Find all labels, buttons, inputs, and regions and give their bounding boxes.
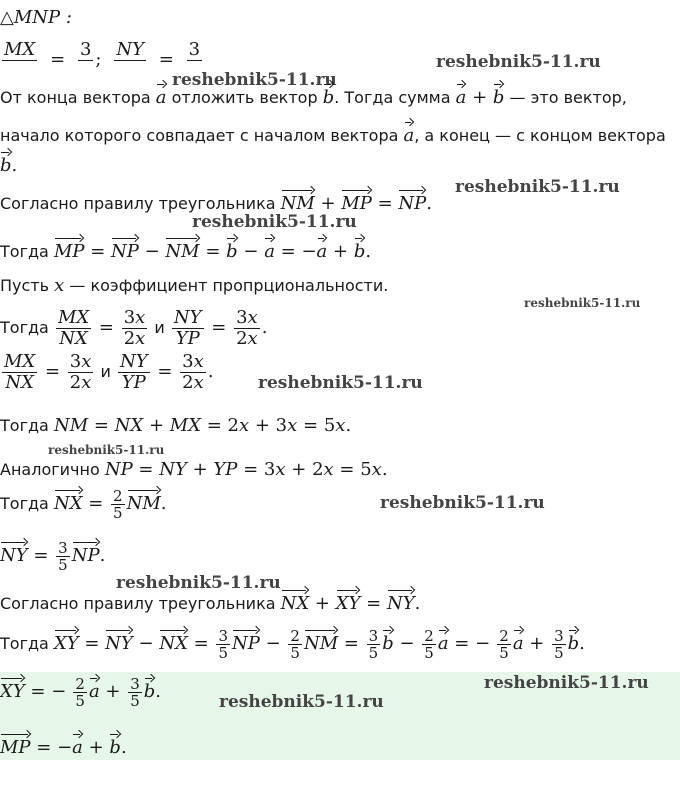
text: . Тогда сумма	[334, 88, 451, 107]
text: начало которого совпадает с началом вектора	[0, 126, 399, 145]
text: Аналогично	[0, 460, 100, 479]
answer-xy: XY = − $\frac{2}{5}$ a + $\frac{3}{5}$ b.	[0, 675, 162, 710]
text: — это вектор,	[509, 88, 627, 107]
text-line: Тогда NM = NX + MX = 2x + 3x = 5x.	[0, 415, 352, 436]
watermark: reshebnik5-11.ru	[192, 212, 357, 232]
text-line: Тогда $\frac{MX}{NX}$ = $\frac{3x}{2x}$ и $\frac{NY}{YP}$ = $\frac{3x}{2x}$ .	[0, 308, 268, 349]
text: отложить вектор	[171, 88, 318, 107]
text: Тогда	[0, 634, 49, 653]
text-line: Согласно правилу треугольника NX + XY = NY.	[0, 588, 420, 614]
watermark: reshebnik5-11.ru	[48, 443, 165, 457]
watermark: reshebnik5-11.ru	[484, 673, 649, 693]
watermark: reshebnik5-11.ru	[436, 52, 601, 72]
text: Согласно правилу треугольника	[0, 594, 276, 613]
watermark: reshebnik5-11.ru	[172, 70, 337, 90]
text-line: От конца вектора a отложить вектор b. Тогда сумма a + b — это вектор,	[0, 82, 627, 108]
watermark: reshebnik5-11.ru	[380, 493, 545, 513]
text-line: b.	[0, 150, 17, 176]
text: и	[154, 318, 165, 337]
answer-mp: MP = −a + b.	[0, 732, 127, 758]
text: Согласно правилу треугольника	[0, 194, 276, 213]
text: и	[100, 362, 111, 381]
watermark: reshebnik5-11.ru	[258, 373, 423, 393]
watermark: reshebnik5-11.ru	[455, 177, 620, 197]
text: Тогда	[0, 494, 49, 513]
text-line: Тогда NX = $\frac{2}{5}$ NM.	[0, 487, 167, 522]
text: Тогда	[0, 242, 49, 261]
given-ratios: MX = 3 ; NY = 3	[4, 40, 201, 70]
text-line: Тогда MP = NP − NM = b − a = −a + b.	[0, 236, 371, 262]
text-line: Согласно правилу треугольника NM + MP = NP.	[0, 188, 432, 214]
text: От конца вектора	[0, 88, 151, 107]
text: Тогда	[0, 318, 49, 337]
watermark: reshebnik5-11.ru	[524, 296, 641, 310]
text-line: Тогда XY = NY − NX = $\frac{3}{5}$ NP − $\frac{2}{5}$ NM = $\frac{3}{5}$ b − $\frac{2}{5}$ a = − $\frac{2}{5}$ a + $\frac{3}{5}$ b.	[0, 627, 585, 662]
text: Пусть	[0, 276, 50, 295]
text: , а конец — с концом вектора	[414, 126, 666, 145]
watermark: reshebnik5-11.ru	[116, 573, 281, 593]
text: — коэффициент пропрциональности.	[69, 276, 389, 295]
text-line: NY = $\frac{3}{5}$ NP.	[0, 539, 106, 574]
text-line: $\frac{MX}{NX}$ = $\frac{3x}{2x}$ и $\frac{NY}{YP}$ = $\frac{3x}{2x}$ .	[4, 351, 214, 393]
text: Тогда	[0, 416, 49, 435]
text-line: Аналогично NP = NY + YP = 3x + 2x = 5x.	[0, 459, 388, 480]
watermark: reshebnik5-11.ru	[219, 692, 384, 712]
triangle-title: △MNP :	[0, 7, 72, 28]
text-line: Пусть x — коэффициент пропрциональности.	[0, 275, 389, 296]
text-line: начало которого совпадает с началом вектора a, а конец — с концом вектора	[0, 120, 666, 146]
